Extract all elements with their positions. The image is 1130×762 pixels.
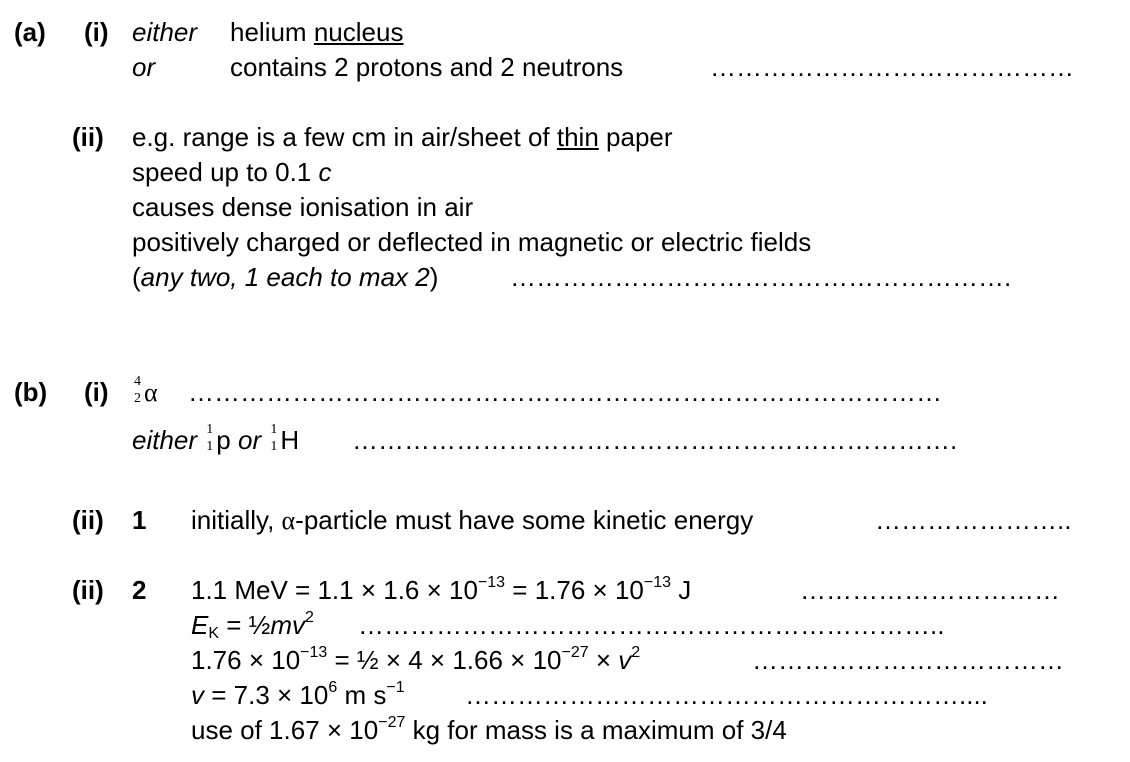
alpha-symbol: α bbox=[144, 378, 158, 407]
alpha-mass-number: 4 bbox=[134, 374, 141, 389]
eq-text: = 1.76 × 10 bbox=[505, 575, 644, 605]
hydrogen-atomic-number: 1 bbox=[270, 439, 278, 454]
particle-text: -particle must have some kinetic energy bbox=[295, 505, 754, 535]
speed-of-light-symbol: c bbox=[318, 157, 332, 187]
proton-symbol: p bbox=[216, 425, 231, 455]
mark-dots: ………………………………………………………….. bbox=[358, 610, 945, 640]
exponent: −27 bbox=[378, 714, 406, 731]
proton-atomic-number: 1 bbox=[206, 439, 214, 454]
initially-text: initially, bbox=[191, 505, 282, 535]
proton-mass-number: 1 bbox=[206, 422, 214, 437]
subscript: K bbox=[208, 625, 220, 642]
part-a-label: (a) bbox=[14, 17, 46, 47]
mark-dots: …………………………………… bbox=[710, 52, 1074, 82]
eq-text: 1.1 MeV = 1.1 × 1.6 × 10 bbox=[191, 575, 478, 605]
exponent: −27 bbox=[561, 644, 589, 661]
part-a-i-label: (i) bbox=[84, 17, 109, 47]
eq-text: kg for mass is a maximum of 3/4 bbox=[405, 715, 787, 745]
kinetic-energy-formula bbox=[191, 610, 314, 645]
eq-text: = ½ × 4 × 1.66 × 10 bbox=[327, 645, 562, 675]
mark-dots: ………………………………………………….... bbox=[465, 680, 988, 710]
ionisation-line: causes dense ionisation in air bbox=[132, 192, 474, 222]
part-b-ii-label: (ii) bbox=[72, 505, 104, 535]
paren-close: ) bbox=[429, 262, 439, 292]
alpha-nuclide-numbers bbox=[132, 374, 144, 407]
range-line bbox=[132, 122, 673, 152]
paper-text: paper bbox=[598, 122, 673, 152]
exponent: −13 bbox=[643, 574, 672, 591]
or-word: or bbox=[132, 52, 156, 82]
any-two-line bbox=[132, 262, 438, 292]
energy-conversion-line bbox=[191, 575, 691, 610]
alpha-nuclide bbox=[132, 374, 158, 408]
exponent: 2 bbox=[631, 644, 641, 661]
mark-dots: ………………………… bbox=[800, 575, 1060, 605]
mass-note-line bbox=[191, 715, 787, 750]
proton-nuclide-numbers bbox=[204, 422, 216, 455]
speed-text: speed up to 0.1 bbox=[132, 157, 319, 187]
alpha-atomic-number: 2 bbox=[134, 391, 141, 406]
exponent: −13 bbox=[477, 574, 506, 591]
mv-symbols: mv bbox=[270, 610, 306, 640]
any-two-note: any two, 1 each to max 2 bbox=[140, 262, 430, 292]
protons-neutrons-line: contains 2 protons and 2 neutrons bbox=[230, 52, 624, 82]
exponent: −13 bbox=[300, 644, 328, 661]
eq-text: = 7.3 × 10 bbox=[204, 680, 329, 710]
either-word: either bbox=[132, 17, 198, 47]
range-text: e.g. range is a few cm in air/sheet of bbox=[132, 122, 557, 152]
mark-dots: ……………………………… bbox=[752, 645, 1064, 675]
exponent: −1 bbox=[386, 679, 405, 696]
part-a-ii-label: (ii) bbox=[72, 122, 104, 152]
part-b-ii-label: (ii) bbox=[72, 575, 104, 605]
eq-text: use of 1.67 × 10 bbox=[191, 715, 379, 745]
exponent: 2 bbox=[305, 609, 314, 626]
thin-underlined: thin bbox=[556, 122, 599, 152]
eq-text: J bbox=[671, 575, 692, 605]
exponent: 6 bbox=[328, 679, 338, 696]
helium-nucleus-line bbox=[230, 17, 403, 47]
eq-text: m s bbox=[337, 680, 387, 710]
mark-dots: …………………………………………………. bbox=[510, 262, 1012, 292]
hydrogen-mass-number: 1 bbox=[270, 422, 278, 437]
eq-text: = ½ bbox=[219, 610, 271, 640]
sub-part-number: 1 bbox=[132, 505, 147, 535]
mark-dots: …………………………………………………………………………… bbox=[188, 377, 942, 407]
charge-line: positively charged or deflected in magnetic or electric fields bbox=[132, 227, 812, 257]
sub-part-number: 2 bbox=[132, 575, 147, 605]
hydrogen-symbol: H bbox=[280, 425, 300, 455]
substitution-line bbox=[191, 645, 640, 680]
or-word: or bbox=[237, 425, 262, 455]
velocity-symbol: v bbox=[618, 645, 632, 675]
either-word: either bbox=[132, 425, 198, 455]
part-b-label: (b) bbox=[14, 377, 48, 407]
nucleus-underlined: nucleus bbox=[313, 17, 404, 47]
speed-line bbox=[132, 157, 331, 187]
velocity-symbol: v bbox=[191, 680, 204, 710]
helium-text: helium bbox=[230, 17, 314, 47]
proton-nuclide-line bbox=[132, 422, 300, 455]
eq-text: 1.76 × 10 bbox=[191, 645, 301, 675]
eq-text: × bbox=[588, 645, 619, 675]
energy-symbol: E bbox=[191, 610, 209, 640]
paren-open: ( bbox=[132, 262, 141, 292]
kinetic-energy-line bbox=[191, 505, 753, 536]
mark-dots: ………………….. bbox=[875, 505, 1072, 535]
mark-dots: ……………………………………………………………. bbox=[352, 425, 958, 455]
hydrogen-nuclide-numbers bbox=[268, 422, 280, 455]
part-b-i-label: (i) bbox=[84, 377, 109, 407]
alpha-symbol: α bbox=[281, 506, 296, 535]
velocity-result-line bbox=[191, 680, 405, 715]
